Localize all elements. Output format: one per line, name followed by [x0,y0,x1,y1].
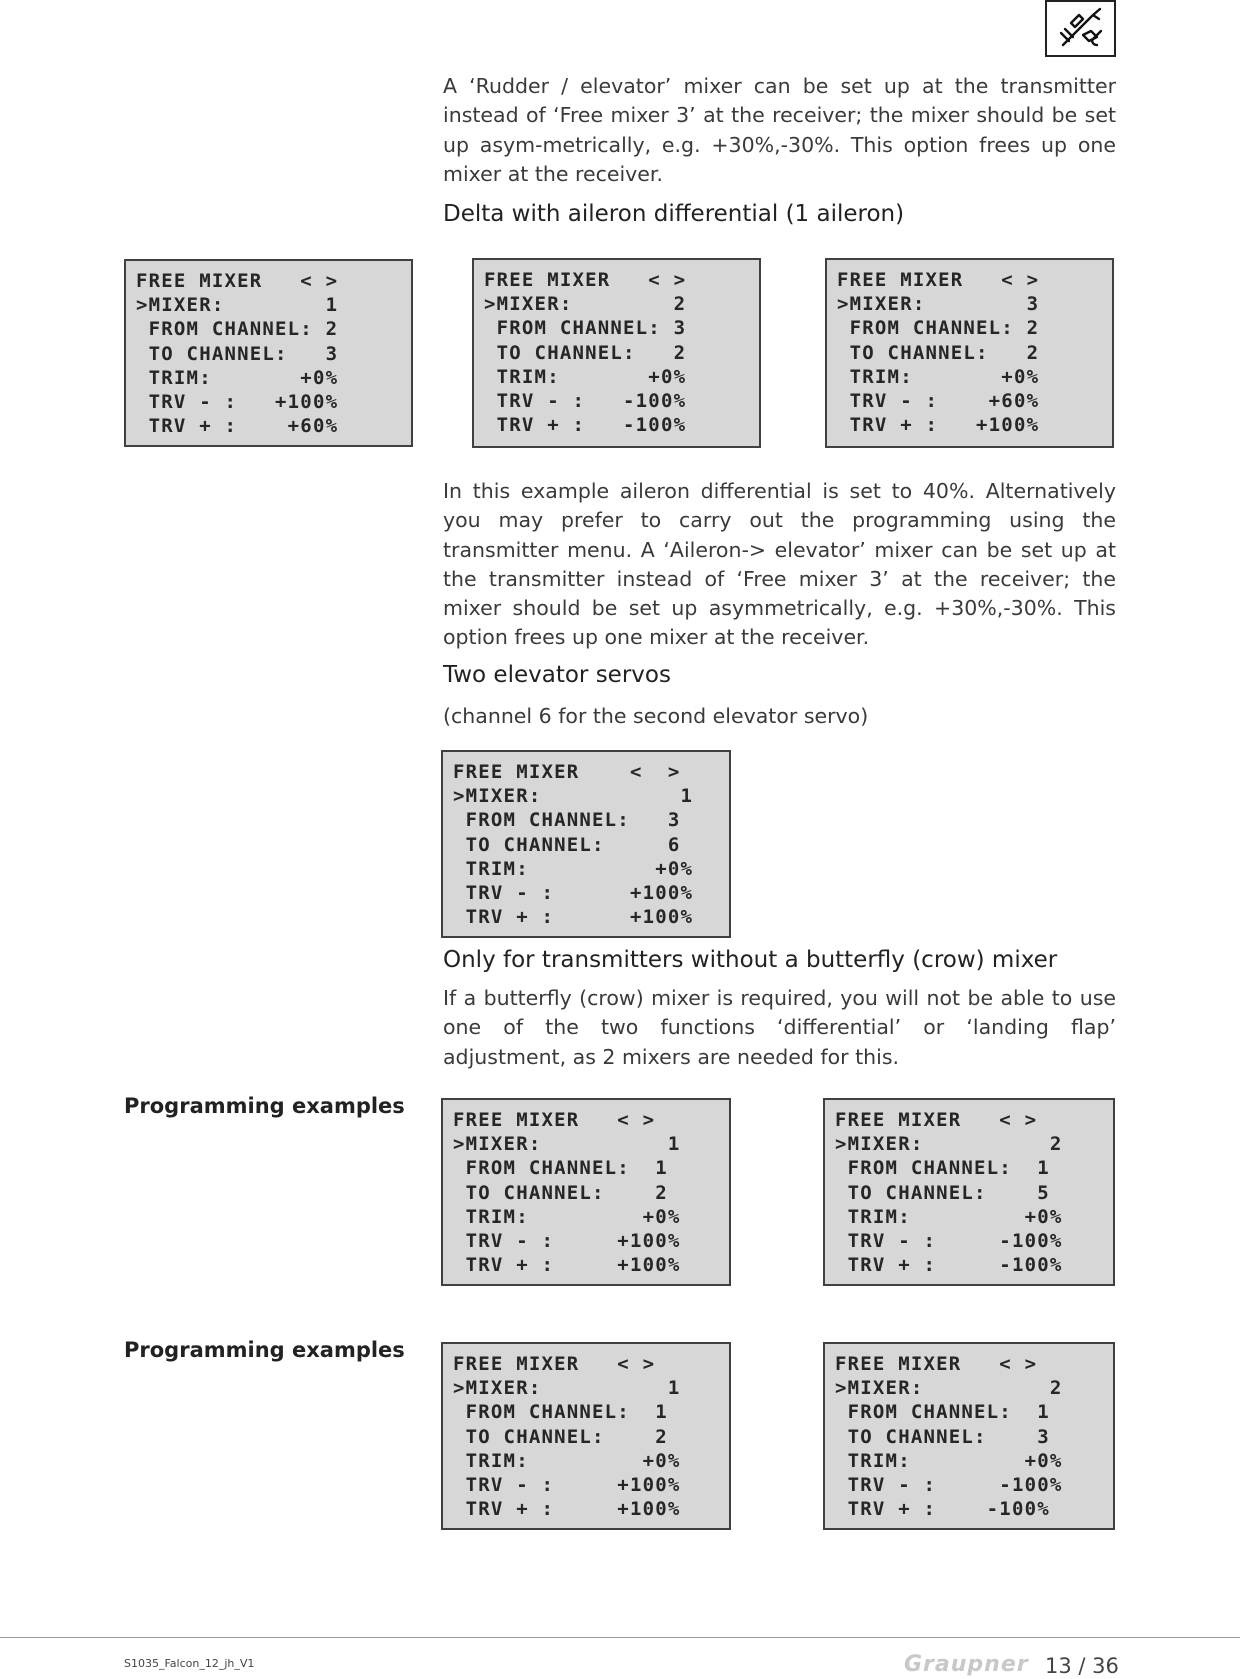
lcd-line: TRIM: +0% [136,366,339,389]
lcd-screen-elevator-mixer-1 [441,750,731,938]
lcd-line: TO CHANNEL: 3 [835,1425,1050,1448]
lcd-line: TO CHANNEL: 5 [835,1181,1050,1204]
lcd-screen-prog1-mixer-2 [823,1098,1115,1286]
lcd-line: >MIXER: 2 [835,1377,1063,1400]
lcd-line: >MIXER: 2 [835,1133,1063,1156]
lcd-line: FREE MIXER < > [837,269,1040,291]
lcd-line: FROM CHANNEL: 2 [837,317,1040,340]
lcd-line: FROM CHANNEL: 2 [136,318,339,341]
lcd-line: TRV - : -100% [484,389,687,412]
elevator-subtext: (channel 6 for the second elevator servo) [443,704,869,728]
lcd-line: TRIM: +0% [453,1205,681,1228]
lcd-line: TRV - : +100% [453,881,694,904]
intro-paragraph: A ‘Rudder / elevator’ mixer can be set up at the transmitter instead of ‘Free mixer 3’ at the receiver; the mixer should be set up asym-metrically, e.g. +30%,-30%. This option frees up one mixer at the receiver. [443,74,1116,186]
lcd-line: TRV + : +100% [837,414,1040,437]
lcd-line: FROM CHANNEL: 3 [484,317,687,340]
lcd-line: FROM CHANNEL: 1 [453,1157,668,1180]
lcd-line: TRV - : +100% [453,1473,681,1496]
lcd-line: FREE MIXER < > [453,1109,656,1131]
butterfly-paragraph: If a butterfly (crow) mixer is required, you will not be able to use one of the two functions ‘differential’ or ‘landing flap’ adjustment, as 2 mixers are needed for this. [443,986,1116,1069]
lcd-line: TRV - : -100% [835,1473,1063,1496]
section-heading-elevator: Two elevator servos [443,662,671,688]
lcd-line: TRIM: +0% [837,365,1040,388]
lcd-line: >MIXER: 1 [453,1133,681,1156]
lcd-line: TRIM: +0% [835,1449,1063,1472]
lcd-line: TO CHANNEL: 2 [453,1181,668,1204]
lcd-line: TRIM: +0% [453,1449,681,1472]
lcd-line: TO CHANNEL: 2 [453,1425,668,1448]
footer-brand-logo: Graupner [904,1652,1029,1677]
lcd-line: FREE MIXER < > [453,761,681,783]
airplane-wrench-icon-graphic [1053,5,1109,53]
programming-examples-label-2: Programming examples [124,1338,405,1362]
lcd-line: FREE MIXER < > [835,1353,1038,1375]
lcd-line: TRV - : +60% [837,389,1040,412]
lcd-line: FREE MIXER < > [835,1109,1038,1131]
lcd-line: TO CHANNEL: 2 [484,341,687,364]
lcd-line: FREE MIXER < > [484,269,687,291]
lcd-line: FREE MIXER < > [136,270,339,292]
lcd-line: TRV - : +100% [136,390,339,413]
lcd-line: TO CHANNEL: 6 [453,833,681,856]
footer-divider [0,1637,1240,1638]
lcd-screen-prog1-mixer-1 [441,1098,731,1286]
lcd-line: TRV + : +100% [453,1254,681,1277]
lcd-screen-delta-mixer-1 [124,259,413,447]
section-heading-delta: Delta with aileron differential (1 aileron) [443,201,905,227]
lcd-line: TRV + : +60% [136,415,339,438]
lcd-line: TRV + : -100% [484,414,687,437]
lcd-screen-prog2-mixer-1 [441,1342,731,1530]
programming-examples-label-1: Programming examples [124,1094,405,1118]
footer-document-id: S1035_Falcon_12_jh_V1 [124,1657,255,1670]
lcd-screen-delta-mixer-3 [825,258,1114,448]
lcd-line: >MIXER: 3 [837,293,1040,316]
lcd-screen-prog2-mixer-2 [823,1342,1115,1530]
lcd-line: FROM CHANNEL: 1 [453,1401,668,1424]
lcd-line: >MIXER: 1 [136,294,339,317]
lcd-line: TRV - : -100% [835,1229,1063,1252]
lcd-line: >MIXER: 1 [453,785,694,808]
lcd-line: TRV + : +100% [453,1498,681,1521]
lcd-line: FROM CHANNEL: 1 [835,1157,1050,1180]
lcd-line: TO CHANNEL: 3 [136,342,339,365]
lcd-line: TRIM: +0% [484,365,687,388]
footer-page-number: 13 / 36 [1045,1654,1119,1678]
lcd-line: TRV + : -100% [835,1498,1050,1521]
lcd-line: TRIM: +0% [835,1205,1063,1228]
delta-paragraph: In this example aileron differential is set to 40%. Alternatively you may prefer to carry out the programming using the transmitter menu. A ‘Aileron-> elevator’ mixer can be set up at the transmitter instead of ‘Free mixer 3’ at the receiver; the mixer should be set up asymmetrically, e.g. +30%,-30%. This option frees up one mixer at the receiver. [443,479,1116,650]
lcd-line: FROM CHANNEL: 3 [453,809,681,832]
lcd-line: FROM CHANNEL: 1 [835,1401,1050,1424]
lcd-line: TRV - : +100% [453,1229,681,1252]
section-heading-butterfly: Only for transmitters without a butterfly (crow) mixer [443,947,1058,973]
lcd-line: >MIXER: 1 [453,1377,681,1400]
lcd-line: TRV + : +100% [453,906,694,929]
lcd-line: >MIXER: 2 [484,293,687,316]
lcd-line: FREE MIXER < > [453,1353,656,1375]
airplane-wrench-icon [1045,0,1116,57]
lcd-line: TO CHANNEL: 2 [837,341,1040,364]
lcd-line: TRV + : -100% [835,1254,1063,1277]
lcd-line: TRIM: +0% [453,857,694,880]
lcd-screen-delta-mixer-2 [472,258,761,448]
